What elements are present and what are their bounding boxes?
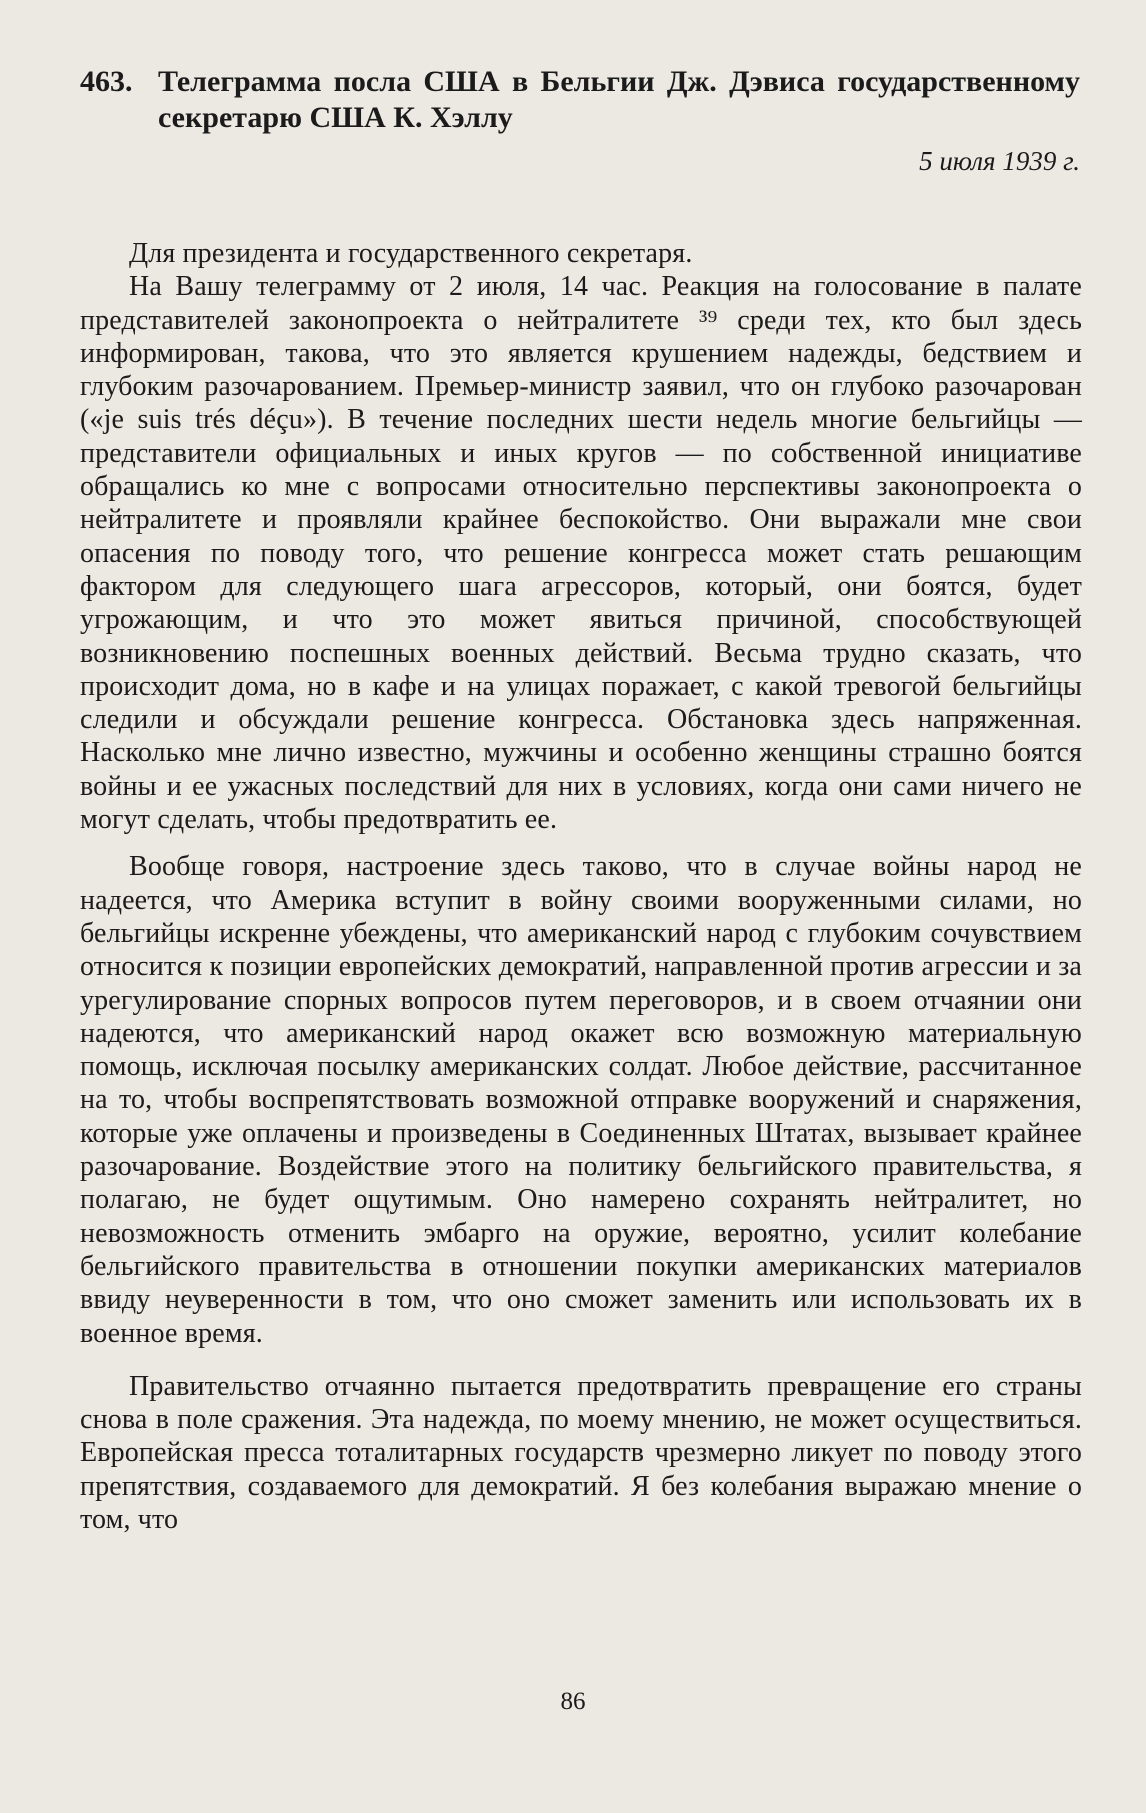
paragraph-reaction: На Вашу телеграмму от 2 июля, 14 час. Реакция на голосование в палате представителей законопроекта о нейтралитете ³⁹ среди тех, кто был здесь информирован, такова, что это является крушением надежды, бедствием и глубоким разочарованием. Премьер-министр заявил, что он глубоко разочарован («je suis trés déçu»). В течение последних шести недель многие бельгийцы — представители официальных и иных кругов — по собственной инициативе обращались ко мне с вопросами относительно перспективы законопроекта о нейтралитете и проявляли крайнее беспокойство. Они выражали мне свои опасения по поводу того, что решение конгресса может стать решающим фактором для следующего шага агрессоров, который, они боятся, будет угрожающим, и что это может явиться причиной, способствующей возникновению поспешных военных действий. Весьма трудно сказать, что происходит дома, но в кафе и на улицах поражает, с какой тревогой бельгийцы следили и обсуждали решение конгресса. Обстановка здесь напряженная. Насколько мне лично известно, мужчины и особенно женщины страшно боятся войны и ее ужасных последствий для них в условиях, когда они сами ничего не могут сделать, чтобы предотвратить ее. [80, 271, 1082, 836]
paragraph-government: Правительство отчаянно пытается предотвратить превращение его страны снова в поле сражения. Эта надежда, по моему мнению, не может осуществиться. Европейская пресса тоталитарных государств чрезмерно ликует по поводу этого препятствия, создаваемого для демократий. Я без колебания выражаю мнение о том, что [80, 1370, 1082, 1535]
document-body [80, 237, 1082, 1536]
document-heading [80, 64, 1080, 136]
document-number: 463. [80, 65, 133, 98]
document-date: 5 июля 1939 г. [919, 146, 1080, 176]
page-number: 86 [560, 1688, 586, 1715]
paragraph-mood: Вообще говоря, настроение здесь таково, что в случае войны народ не надеется, что Америка вступит в войну своими вооруженными силами, но бельгийцы искренне убеждены, что американский народ с глубоким сочувствием относится к позиции европейских демократий, направленной против агрессии и за урегулирование спорных вопросов путем переговоров, и в своем отчаянии они надеются, что американский народ окажет всю возможную материальную помощь, исключая посылку американских солдат. Любое действие, рассчитанное на то, чтобы воспрепятствовать возможной отправке вооружений и снаряжения, которые уже оплачены и произведены в Соединенных Штатах, вызывает крайнее разочарование. Воздействие этого на политику бельгийского правительства, я полагаю, не будет ощутимым. Оно намерено сохранять нейтралитет, но невозможность отменить эмбарго на оружие, вероятно, усилит колебание бельгийского правительства в отношении покупки американских материалов ввиду неуверенности в том, что оно сможет заменить или использовать их в военное время. [80, 851, 1082, 1349]
paragraph-addressee: Для президента и государственного секретаря. [129, 238, 693, 269]
document-title: Телеграмма посла США в Бельгии Дж. Дэвиса государственному секретарю США К. Хэллу [158, 65, 1080, 134]
